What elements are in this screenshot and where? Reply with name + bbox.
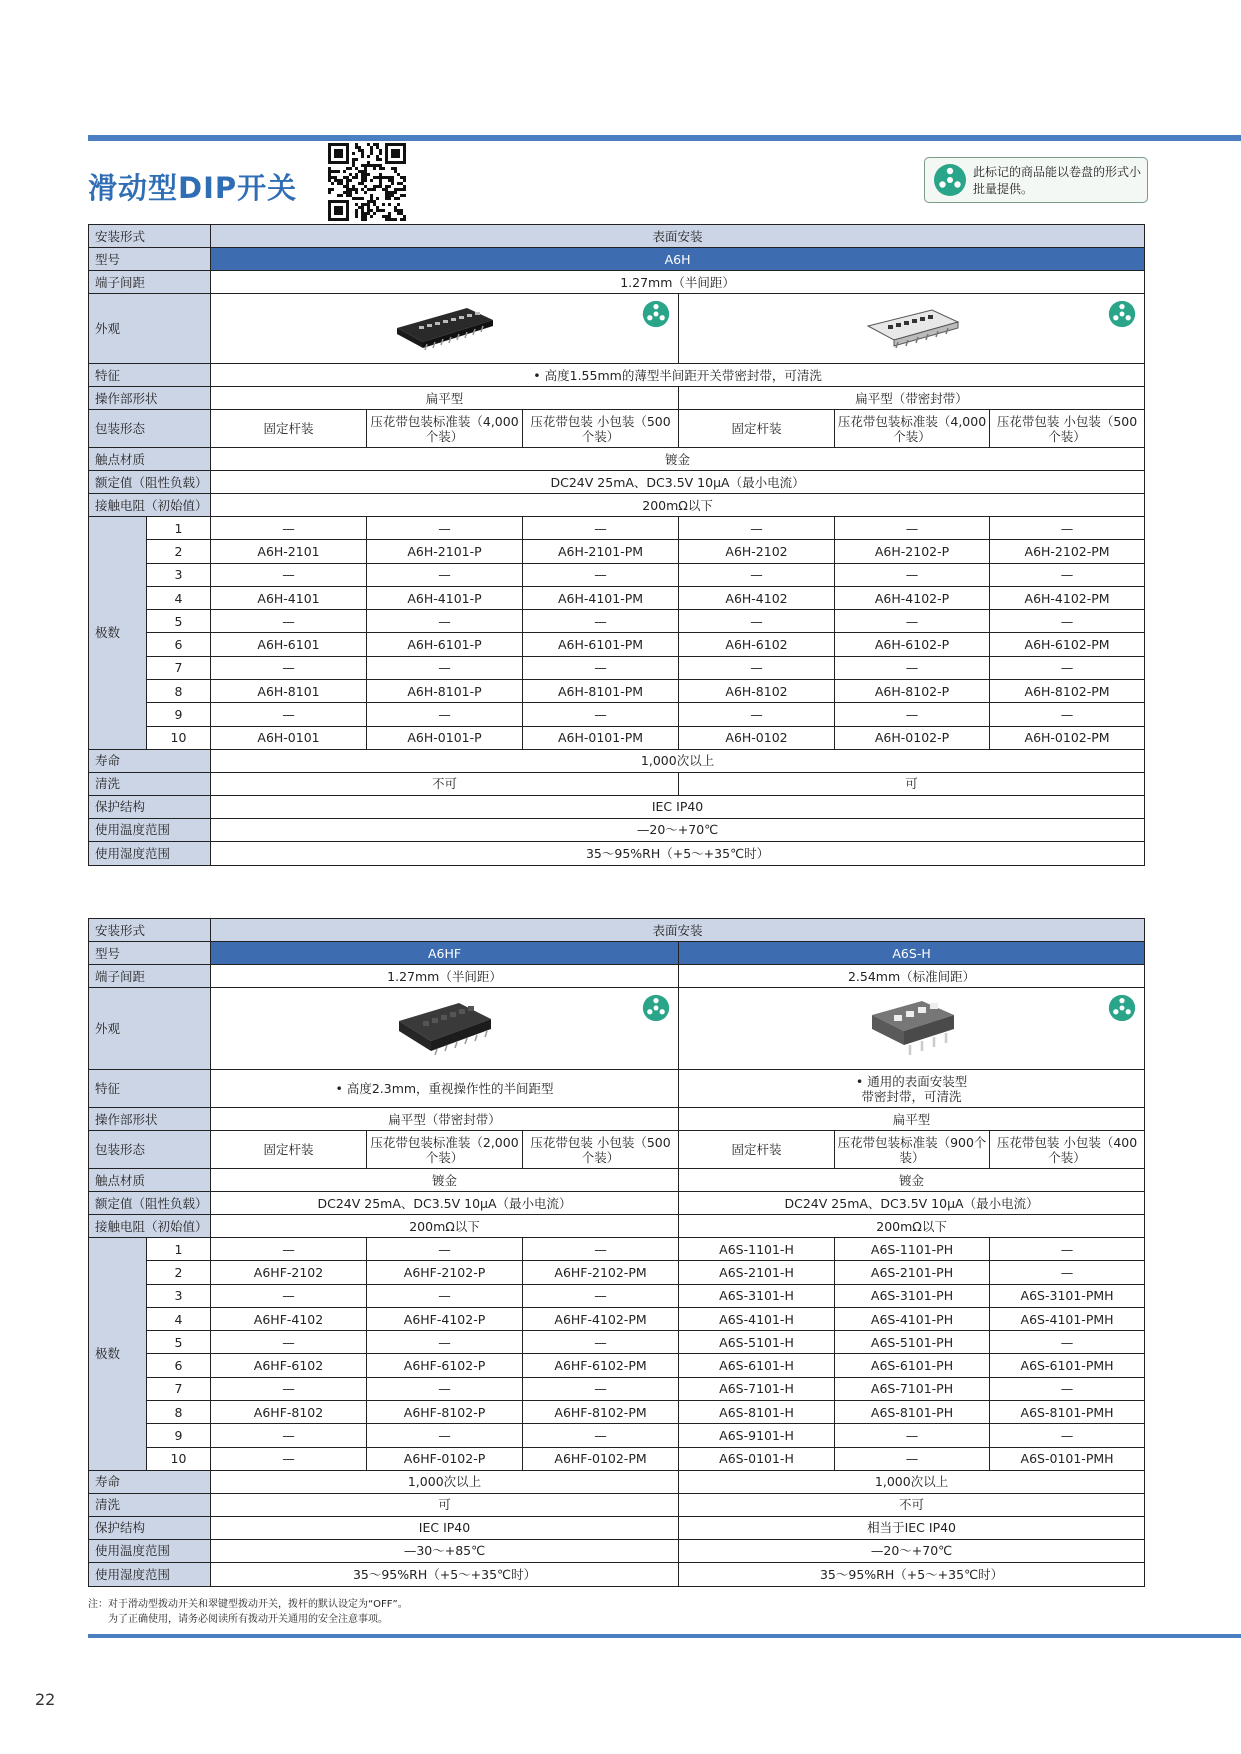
- pole-number: 8: [147, 1401, 211, 1424]
- packing-value: 压花带包装标准装（4,000个装）: [835, 410, 990, 448]
- part-number-cell: —: [211, 610, 367, 633]
- washing-value: 可: [679, 772, 1145, 795]
- packing-value: 压花带包装标准装（4,000个装）: [367, 410, 523, 448]
- pole-row: [89, 540, 1145, 563]
- part-number-cell: —: [990, 1331, 1145, 1354]
- feature-value: • 高度2.3mm，重视操作性的半间距型: [211, 1070, 679, 1108]
- part-number-cell: —: [835, 610, 990, 633]
- dip-switch-sealed-image: [862, 304, 962, 350]
- part-number-cell: A6H-4101: [211, 586, 367, 609]
- row-label-appearance: 外观: [89, 294, 211, 364]
- part-number-cell: —: [523, 1284, 679, 1307]
- humidity-value: 35～95%RH（+5～+35℃时）: [211, 1562, 679, 1586]
- part-number-cell: —: [523, 1377, 679, 1400]
- part-number-cell: —: [835, 517, 990, 540]
- mount-value: 表面安装: [211, 919, 1145, 942]
- part-number-cell: A6S-4101-H: [679, 1307, 835, 1330]
- part-number-cell: —: [990, 1424, 1145, 1447]
- dip-switch-image: [393, 997, 497, 1057]
- pole-number: 7: [147, 1377, 211, 1400]
- part-number-cell: —: [990, 563, 1145, 586]
- part-number-cell: —: [367, 1424, 523, 1447]
- temp-value: —30～+85℃: [211, 1539, 679, 1562]
- operation-value: 扁平型（带密封带）: [679, 387, 1145, 410]
- row-label-model: 型号: [89, 248, 211, 271]
- part-number-cell: A6S-4101-PMH: [990, 1307, 1145, 1330]
- pole-number: 1: [147, 1238, 211, 1261]
- part-number-cell: A6S-5101-PH: [835, 1331, 990, 1354]
- part-number-cell: A6S-3101-PH: [835, 1284, 990, 1307]
- temp-value: —20～+70℃: [679, 1539, 1145, 1562]
- rating-value: DC24V 25mA、DC3.5V 10μA（最小电流）: [679, 1192, 1145, 1215]
- part-number-cell: A6H-2101-PM: [523, 540, 679, 563]
- pole-row: [89, 1331, 1145, 1354]
- part-number-cell: A6HF-8102-PM: [523, 1401, 679, 1424]
- model-value: A6HF: [211, 942, 679, 965]
- part-number-cell: —: [679, 517, 835, 540]
- part-number-cell: —: [835, 703, 990, 726]
- temp-value: —20～+70℃: [211, 818, 1145, 841]
- reel-icon: [1108, 994, 1136, 1022]
- part-number-cell: —: [523, 563, 679, 586]
- packing-value: 压花带包装 小包装（500个装）: [990, 410, 1145, 448]
- part-number-cell: A6H-0101-PM: [523, 726, 679, 749]
- part-number-cell: A6H-4102: [679, 586, 835, 609]
- part-number-cell: —: [367, 1284, 523, 1307]
- contact-value: 镀金: [679, 1169, 1145, 1192]
- feature-line: 带密封带，可清洗: [861, 1088, 962, 1104]
- part-number-cell: A6H-6101-PM: [523, 633, 679, 656]
- part-number-cell: A6S-1101-H: [679, 1238, 835, 1261]
- model-value: A6S-H: [679, 942, 1145, 965]
- part-number-cell: A6H-0101: [211, 726, 367, 749]
- part-number-cell: —: [679, 563, 835, 586]
- part-number-cell: A6H-4101-P: [367, 586, 523, 609]
- row-label-resistance: 接触电阻（初始值）: [89, 1215, 211, 1238]
- row-label-feature: 特征: [89, 364, 211, 387]
- top-rule: [88, 135, 1241, 141]
- part-number-cell: A6H-4102-P: [835, 586, 990, 609]
- row-label-life: 寿命: [89, 1470, 211, 1493]
- life-value: 1,000次以上: [679, 1470, 1145, 1493]
- part-number-cell: A6H-6102: [679, 633, 835, 656]
- packing-value: 压花带包装 小包装（500个装）: [523, 410, 679, 448]
- pole-number: 1: [147, 517, 211, 540]
- part-number-cell: —: [367, 656, 523, 679]
- part-number-cell: —: [367, 1377, 523, 1400]
- row-label-humidity: 使用湿度范围: [89, 1562, 211, 1586]
- rating-value: DC24V 25mA、DC3.5V 10μA（最小电流）: [211, 1192, 679, 1215]
- pole-number: 10: [147, 1447, 211, 1470]
- pole-row: [89, 1354, 1145, 1377]
- part-number-cell: —: [523, 656, 679, 679]
- pitch-value: 1.27mm（半间距）: [211, 965, 679, 988]
- part-number-cell: A6S-6101-PMH: [990, 1354, 1145, 1377]
- row-label-operation: 操作部形状: [89, 1108, 211, 1131]
- operation-value: 扁平型（带密封带）: [211, 1108, 679, 1131]
- row-label-pitch: 端子间距: [89, 965, 211, 988]
- dip-switch-image: [864, 995, 960, 1059]
- part-number-cell: A6H-2101-P: [367, 540, 523, 563]
- part-number-cell: A6S-4101-PH: [835, 1307, 990, 1330]
- pole-number: 6: [147, 633, 211, 656]
- row-label-operation: 操作部形状: [89, 387, 211, 410]
- part-number-cell: A6HF-6102-PM: [523, 1354, 679, 1377]
- part-number-cell: —: [835, 656, 990, 679]
- part-number-cell: A6H-4102-PM: [990, 586, 1145, 609]
- footnote-line: 为了正确使用，请务必阅读所有拨动开关通用的安全注意事项。: [108, 1614, 388, 1625]
- pole-number: 9: [147, 703, 211, 726]
- page-number: 22: [35, 1690, 56, 1709]
- appearance-a6hf: [211, 988, 679, 1070]
- part-number-cell: A6S-3101-PMH: [990, 1284, 1145, 1307]
- part-number-cell: A6HF-4102-PM: [523, 1307, 679, 1330]
- washing-value: 可: [211, 1493, 679, 1516]
- pole-row: [89, 1307, 1145, 1330]
- part-number-cell: —: [990, 517, 1145, 540]
- part-number-cell: A6H-0102-P: [835, 726, 990, 749]
- pole-row: [89, 726, 1145, 749]
- part-number-cell: A6HF-0102-PM: [523, 1447, 679, 1470]
- reel-icon: [933, 163, 967, 197]
- part-number-cell: —: [211, 703, 367, 726]
- pole-number: 2: [147, 1261, 211, 1284]
- part-number-cell: A6S-8101-H: [679, 1401, 835, 1424]
- appearance-a6h-sealed: [679, 294, 1145, 364]
- appearance-a6s-h: [679, 988, 1145, 1070]
- part-number-cell: —: [523, 610, 679, 633]
- washing-value: 不可: [211, 772, 679, 795]
- part-number-cell: —: [523, 517, 679, 540]
- life-value: 1,000次以上: [211, 1470, 679, 1493]
- row-label-protection: 保护结构: [89, 795, 211, 818]
- pole-number: 5: [147, 1331, 211, 1354]
- pole-number: 4: [147, 586, 211, 609]
- part-number-cell: A6H-4101-PM: [523, 586, 679, 609]
- part-number-cell: —: [367, 703, 523, 726]
- pole-row: [89, 703, 1145, 726]
- pole-row: [89, 1424, 1145, 1447]
- pole-row: [89, 1261, 1145, 1284]
- reel-icon: [642, 994, 670, 1022]
- part-number-cell: A6H-6102-PM: [990, 633, 1145, 656]
- part-number-cell: —: [211, 1238, 367, 1261]
- reel-icon: [642, 300, 670, 328]
- packing-value: 固定杆装: [679, 410, 835, 448]
- contact-value: 镀金: [211, 1169, 679, 1192]
- packing-value: 压花带包装 小包装（500个装）: [523, 1131, 679, 1169]
- resistance-value: 200mΩ以下: [679, 1215, 1145, 1238]
- pole-row: [89, 633, 1145, 656]
- feature-line: • 通用的表面安装型: [855, 1073, 968, 1089]
- part-number-cell: A6HF-2102-P: [367, 1261, 523, 1284]
- part-number-cell: —: [211, 563, 367, 586]
- part-number-cell: —: [990, 1238, 1145, 1261]
- spec-table-a6h: [88, 224, 1145, 866]
- packing-value: 固定杆装: [211, 1131, 367, 1169]
- pole-row: [89, 1377, 1145, 1400]
- bottom-rule: [88, 1634, 1241, 1638]
- part-number-cell: A6S-7101-PH: [835, 1377, 990, 1400]
- pole-number: 9: [147, 1424, 211, 1447]
- dip-switch-image: [389, 302, 501, 352]
- feature-value: [679, 1070, 1145, 1108]
- part-number-cell: A6H-6101-P: [367, 633, 523, 656]
- part-number-cell: A6HF-6102: [211, 1354, 367, 1377]
- row-label-rating: 额定值（阻性负载）: [89, 471, 211, 494]
- part-number-cell: A6H-8101-P: [367, 680, 523, 703]
- operation-value: 扁平型: [211, 387, 679, 410]
- part-number-cell: A6HF-4102: [211, 1307, 367, 1330]
- resistance-value: 200mΩ以下: [211, 494, 1145, 517]
- part-number-cell: A6H-0102: [679, 726, 835, 749]
- operation-value: 扁平型: [679, 1108, 1145, 1131]
- row-label-poles: 极数: [89, 517, 147, 750]
- row-label-appearance: 外观: [89, 988, 211, 1070]
- part-number-cell: A6H-2102-PM: [990, 540, 1145, 563]
- part-number-cell: —: [835, 1447, 990, 1470]
- row-label-life: 寿命: [89, 749, 211, 772]
- pole-row: [89, 1447, 1145, 1470]
- reel-availability-badge: [924, 157, 1148, 203]
- pitch-value: 2.54mm（标准间距）: [679, 965, 1145, 988]
- pitch-value: 1.27mm（半间距）: [211, 271, 1145, 294]
- part-number-cell: —: [523, 703, 679, 726]
- part-number-cell: —: [990, 656, 1145, 679]
- row-label-poles: 极数: [89, 1238, 147, 1471]
- packing-value: 固定杆装: [211, 410, 367, 448]
- part-number-cell: —: [679, 656, 835, 679]
- pole-row: [89, 517, 1145, 540]
- part-number-cell: A6S-0101-H: [679, 1447, 835, 1470]
- part-number-cell: A6H-8102-PM: [990, 680, 1145, 703]
- part-number-cell: —: [990, 703, 1145, 726]
- part-number-cell: —: [367, 563, 523, 586]
- page-title: 滑动型DIP开关: [88, 171, 298, 205]
- part-number-cell: —: [211, 656, 367, 679]
- row-label-washing: 清洗: [89, 1493, 211, 1516]
- row-label-mount: 安装形式: [89, 225, 211, 248]
- footnote-line: 注：对于滑动型拨动开关和翠键型拨动开关，拨杆的默认设定为“OFF”。: [88, 1599, 408, 1610]
- part-number-cell: —: [211, 1424, 367, 1447]
- row-label-model: 型号: [89, 942, 211, 965]
- rating-value: DC24V 25mA、DC3.5V 10μA（最小电流）: [211, 471, 1145, 494]
- part-number-cell: —: [211, 1377, 367, 1400]
- part-number-cell: A6S-2101-H: [679, 1261, 835, 1284]
- part-number-cell: A6HF-2102: [211, 1261, 367, 1284]
- part-number-cell: —: [523, 1331, 679, 1354]
- mount-value: 表面安装: [211, 225, 1145, 248]
- part-number-cell: —: [679, 703, 835, 726]
- contact-value: 镀金: [211, 448, 1145, 471]
- pole-number: 8: [147, 680, 211, 703]
- protection-value: 相当于IEC IP40: [679, 1516, 1145, 1539]
- part-number-cell: A6H-8101: [211, 680, 367, 703]
- part-number-cell: —: [835, 563, 990, 586]
- part-number-cell: A6S-2101-PH: [835, 1261, 990, 1284]
- row-label-packing: 包装形态: [89, 410, 211, 448]
- pole-number: 4: [147, 1307, 211, 1330]
- part-number-cell: A6S-6101-PH: [835, 1354, 990, 1377]
- part-number-cell: —: [367, 517, 523, 540]
- part-number-cell: A6HF-6102-P: [367, 1354, 523, 1377]
- row-label-temp: 使用温度范围: [89, 818, 211, 841]
- part-number-cell: A6H-2102: [679, 540, 835, 563]
- part-number-cell: —: [679, 610, 835, 633]
- packing-value: 压花带包装标准装（2,000个装）: [367, 1131, 523, 1169]
- row-label-feature: 特征: [89, 1070, 211, 1108]
- part-number-cell: A6H-0101-P: [367, 726, 523, 749]
- part-number-cell: A6S-6101-H: [679, 1354, 835, 1377]
- part-number-cell: —: [367, 610, 523, 633]
- packing-value: 压花带包装 小包装（400个装）: [990, 1131, 1145, 1169]
- part-number-cell: —: [523, 1424, 679, 1447]
- part-number-cell: A6H-8102: [679, 680, 835, 703]
- pole-row: [89, 656, 1145, 679]
- appearance-a6h-flat: [211, 294, 679, 364]
- part-number-cell: A6S-7101-H: [679, 1377, 835, 1400]
- pole-number: 3: [147, 563, 211, 586]
- part-number-cell: A6H-6101: [211, 633, 367, 656]
- humidity-value: 35～95%RH（+5～+35℃时）: [679, 1562, 1145, 1586]
- row-label-mount: 安装形式: [89, 919, 211, 942]
- part-number-cell: A6S-1101-PH: [835, 1238, 990, 1261]
- pole-row: [89, 586, 1145, 609]
- pole-number: 2: [147, 540, 211, 563]
- pole-number: 5: [147, 610, 211, 633]
- part-number-cell: A6HF-2102-PM: [523, 1261, 679, 1284]
- pole-number: 3: [147, 1284, 211, 1307]
- footnote: [88, 1597, 408, 1627]
- pole-row: [89, 1238, 1145, 1261]
- reel-icon: [1108, 300, 1136, 328]
- row-label-temp: 使用温度范围: [89, 1539, 211, 1562]
- part-number-cell: A6H-8101-PM: [523, 680, 679, 703]
- row-label-contact: 触点材质: [89, 448, 211, 471]
- part-number-cell: —: [211, 1284, 367, 1307]
- pole-row: [89, 1401, 1145, 1424]
- part-number-cell: A6H-2102-P: [835, 540, 990, 563]
- part-number-cell: A6S-8101-PMH: [990, 1401, 1145, 1424]
- humidity-value: 35～95%RH（+5～+35℃时）: [211, 841, 1145, 865]
- protection-value: IEC IP40: [211, 1516, 679, 1539]
- part-number-cell: A6S-0101-PMH: [990, 1447, 1145, 1470]
- washing-value: 不可: [679, 1493, 1145, 1516]
- part-number-cell: A6HF-0102-P: [367, 1447, 523, 1470]
- row-label-humidity: 使用湿度范围: [89, 841, 211, 865]
- pole-number: 6: [147, 1354, 211, 1377]
- part-number-cell: —: [990, 610, 1145, 633]
- row-label-packing: 包装形态: [89, 1131, 211, 1169]
- part-number-cell: A6H-6102-P: [835, 633, 990, 656]
- packing-value: 压花带包装标准装（900个装）: [835, 1131, 990, 1169]
- protection-value: IEC IP40: [211, 795, 1145, 818]
- model-value: A6H: [211, 248, 1145, 271]
- row-label-rating: 额定值（阻性负载）: [89, 1192, 211, 1215]
- pole-row: [89, 610, 1145, 633]
- row-label-pitch: 端子间距: [89, 271, 211, 294]
- pole-number: 10: [147, 726, 211, 749]
- part-number-cell: —: [835, 1424, 990, 1447]
- badge-text: 此标记的商品能以卷盘的形式小批量提供。: [973, 165, 1142, 196]
- part-number-cell: A6HF-8102-P: [367, 1401, 523, 1424]
- part-number-cell: A6S-5101-H: [679, 1331, 835, 1354]
- part-number-cell: —: [211, 1331, 367, 1354]
- part-number-cell: A6S-9101-H: [679, 1424, 835, 1447]
- part-number-cell: A6HF-8102: [211, 1401, 367, 1424]
- part-number-cell: —: [211, 1447, 367, 1470]
- life-value: 1,000次以上: [211, 749, 1145, 772]
- resistance-value: 200mΩ以下: [211, 1215, 679, 1238]
- row-label-protection: 保护结构: [89, 1516, 211, 1539]
- feature-value: • 高度1.55mm的薄型半间距开关带密封带，可清洗: [211, 364, 1145, 387]
- qr-code-icon: [328, 143, 406, 221]
- part-number-cell: —: [211, 517, 367, 540]
- pole-number: 7: [147, 656, 211, 679]
- part-number-cell: —: [990, 1377, 1145, 1400]
- part-number-cell: —: [523, 1238, 679, 1261]
- part-number-cell: —: [367, 1238, 523, 1261]
- pole-row: [89, 680, 1145, 703]
- part-number-cell: A6S-8101-PH: [835, 1401, 990, 1424]
- part-number-cell: A6H-2101: [211, 540, 367, 563]
- row-label-resistance: 接触电阻（初始值）: [89, 494, 211, 517]
- part-number-cell: A6HF-4102-P: [367, 1307, 523, 1330]
- pole-row: [89, 563, 1145, 586]
- row-label-washing: 清洗: [89, 772, 211, 795]
- part-number-cell: A6H-8102-P: [835, 680, 990, 703]
- spec-table-a6hf-a6s: [88, 918, 1145, 1587]
- pole-row: [89, 1284, 1145, 1307]
- packing-value: 固定杆装: [679, 1131, 835, 1169]
- part-number-cell: A6S-3101-H: [679, 1284, 835, 1307]
- part-number-cell: A6H-0102-PM: [990, 726, 1145, 749]
- part-number-cell: —: [367, 1331, 523, 1354]
- part-number-cell: —: [990, 1261, 1145, 1284]
- row-label-contact: 触点材质: [89, 1169, 211, 1192]
